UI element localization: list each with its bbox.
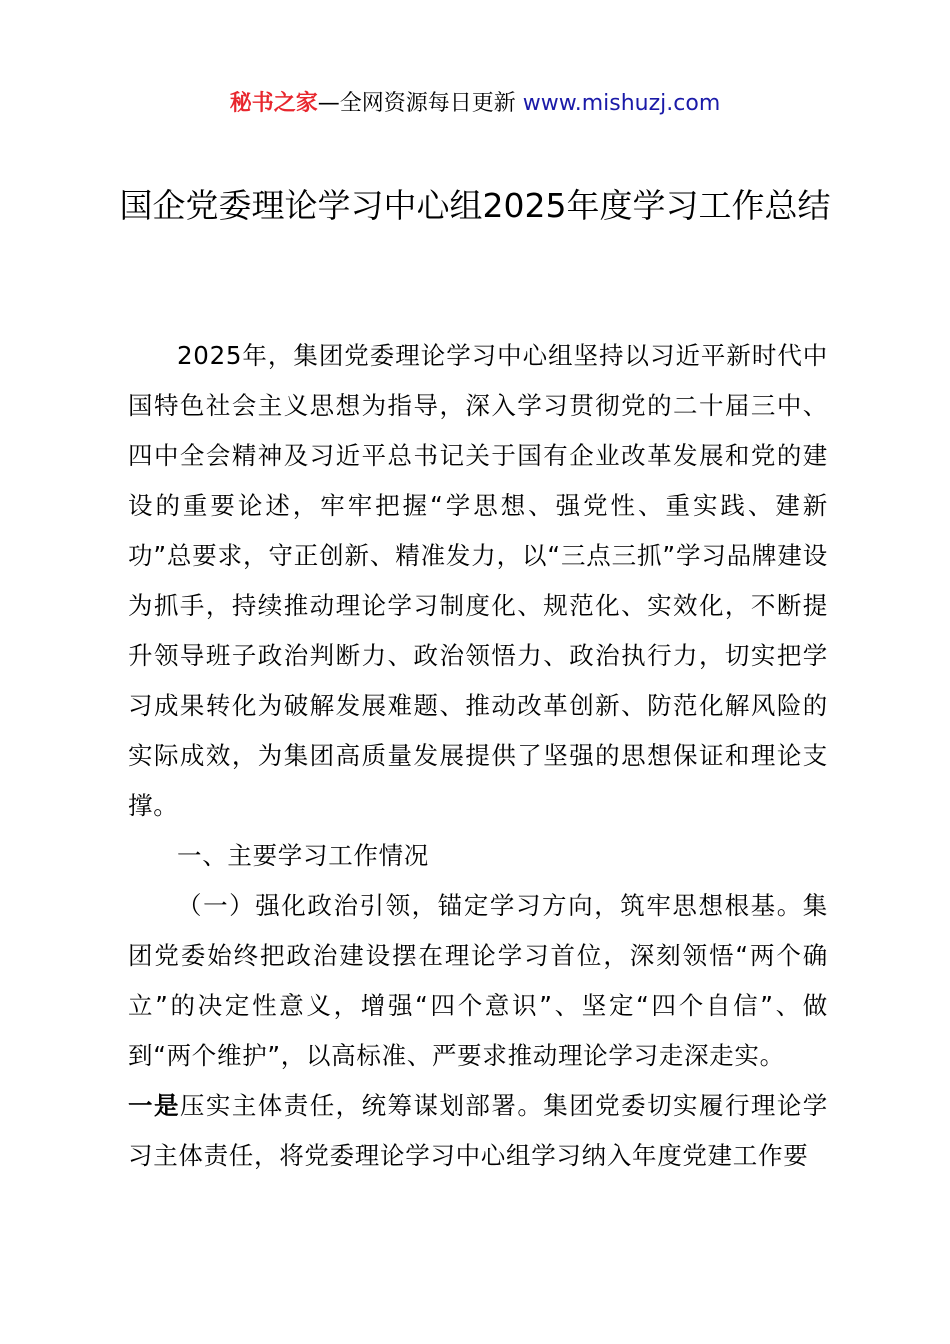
intro-paragraph: 2025年，集团党委理论学习中心组坚持以习近平新时代中国特色社会主义思想为指导，深入学习贯彻党的二十届三中、四中全会精神及习近平总书记关于国有企业改革发展和党的建设的重要论述，牢牢把握“学思想、强党性、重实践、建新功”总要求，守正创新、精准发力，以“三点三抓”学习品牌建设为抓手，持续推动理论学习制度化、规范化、实效化，不断提升领导班子政治判断力、政治领悟力、政治执行力，切实把学习成果转化为破解发展难题、推动改革创新、防范化解风险的实际成效，为集团高质量发展提供了坚强的思想保证和理论支撑。 [128,341,828,820]
site-header [0,88,950,120]
section-heading: 一、主要学习工作情况 [177,841,429,870]
point-one-paragraph [128,1081,828,1181]
site-brand[interactable]: 秘书之家 [229,91,318,116]
document-title: 国企党委理论学习中心组2025年度学习工作总结 [119,186,831,225]
point-one-text: 压实主体责任，统筹谋划部署。集团党委切实履行理论学习主体责任，将党委理论学习中心组学习纳入年度党建工作要 [128,1091,829,1170]
point-one-lead: 一是 [128,1091,180,1120]
document-body [128,331,828,1181]
site-url-link[interactable]: www.mishuzj.com [522,91,721,116]
subsection-paragraph: （一）强化政治引领，锚定学习方向，筑牢思想根基。集团党委始终把政治建设摆在理论学习首位，深刻领悟“两个确立”的决定性意义，增强“四个意识”、坚定“四个自信”、做到“两个维护”，以高标准、严要求推动理论学习走深走实。 [128,891,828,1070]
site-tagline: —全网资源每日更新 [317,91,516,116]
